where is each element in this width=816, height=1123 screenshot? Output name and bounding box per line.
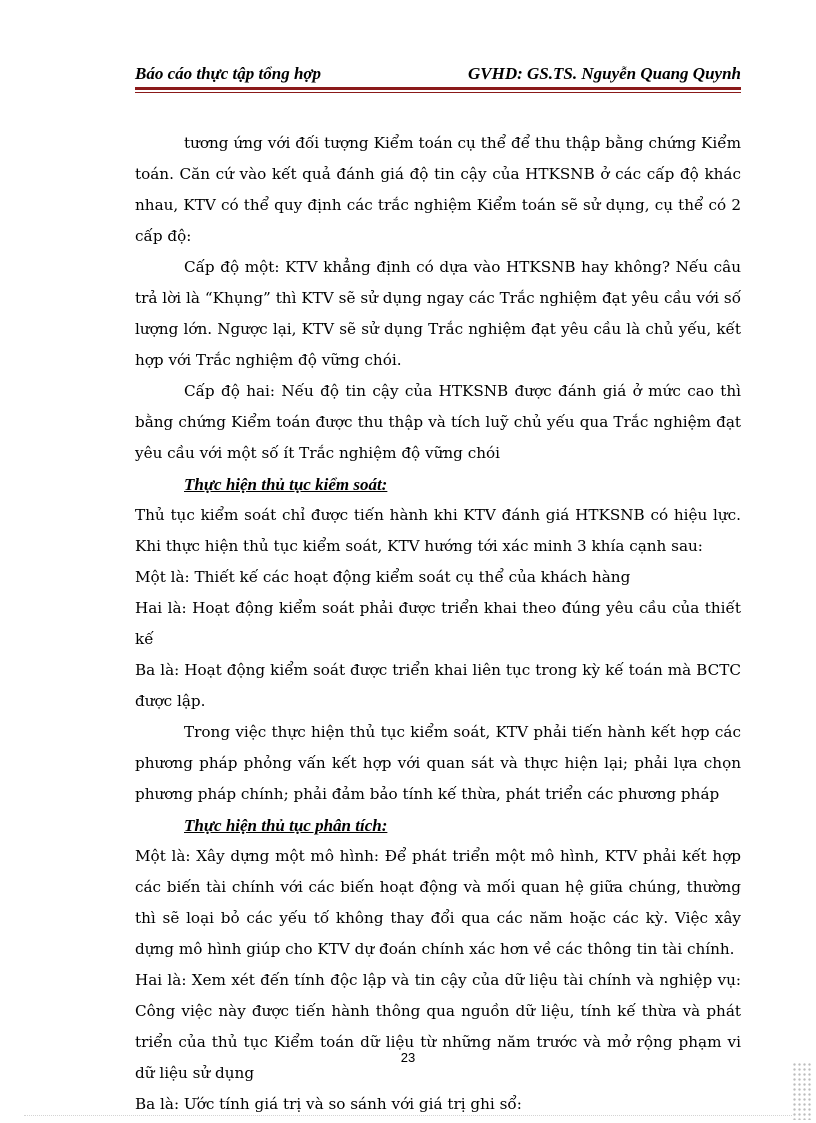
section-heading: Thực hiện thủ tục phân tích: (184, 816, 388, 835)
header-rule-thin (135, 92, 741, 93)
paragraph: Thủ tục kiểm soát chỉ được tiến hành khi KTV đánh giá HTKSNB có hiệu lực. Khi thực hiện thủ tục kiểm soát, KTV hướng tới xác minh 3 khía cạnh sau: (135, 506, 741, 555)
document-body (135, 128, 741, 1120)
paragraph: Trong việc thực hiện thủ tục kiểm soát, KTV phải tiến hành kết hợp các phương pháp phỏng vấn kết hợp với quan sát và thực hiện lại; phải lựa chọn phương pháp chính; phải đảm bảo tính kế thừa, phát triển các phương pháp (135, 723, 741, 803)
paragraph: Hai là: Xem xét đến tính độc lập và tin cậy của dữ liệu tài chính và nghiệp vụ: Công việc này được tiến hành thông qua nguồn dữ liệu, tính kế thừa và phát triển của thủ tục Kiểm toán dữ liệu từ những năm trước và mở rộng phạm vi dữ liệu sử dụng (135, 971, 741, 1082)
section-heading: Thực hiện thủ tục kiểm soát: (184, 475, 388, 494)
header-supervisor: GVHD: GS.TS. Nguyễn Quang Quynh (468, 64, 741, 83)
page-number: 23 (400, 1050, 416, 1065)
paragraph: Một là: Thiết kế các hoạt động kiểm soát cụ thể của khách hàng (135, 568, 631, 586)
paragraph: Ba là: Hoạt động kiểm soát được triển khai liên tục trong kỳ kế toán mà BCTC được lập. (135, 661, 741, 710)
paragraph: Cấp độ một: KTV khẳng định có dựa vào HTKSNB hay không? Nếu câu trả lời là “Khụng” thì KTV sẽ sử dụng ngay các Trắc nghiệm đạt yêu cầu với số lượng lớn. Ngược lại, KTV sẽ sử dụng Trắc nghiệm đạt yêu cầu là chủ yếu, kết hợp với Trắc nghiệm độ vững chói. (135, 258, 741, 369)
header-report-title: Báo cáo thực tập tổng hợp (135, 64, 322, 83)
page-corner-decoration (792, 1062, 812, 1120)
paragraph: Một là: Xây dựng một mô hình: Để phát triển một mô hình, KTV phải kết hợp các biến tài chính với các biến hoạt động và mối quan hệ giữa chúng, thường thì sẽ loại bỏ các yếu tố không thay đổi qua các năm hoặc các kỳ. Việc xây dựng mô hình giúp cho KTV dự đoán chính xác hơn về các thông tin tài chính. (135, 847, 741, 958)
paragraph: Hai là: Hoạt động kiểm soát phải được triển khai theo đúng yêu cầu của thiết kế (135, 599, 741, 648)
paragraph: Cấp độ hai: Nếu độ tin cậy của HTKSNB được đánh giá ở mức cao thì bằng chứng Kiểm toán được thu thập và tích luỹ chủ yếu qua Trắc nghiệm đạt yêu cầu với một số ít Trắc nghiệm độ vững chói (135, 382, 741, 462)
page-header (135, 62, 741, 86)
page-edge-line (24, 1115, 792, 1116)
paragraph: tương ứng với đối tượng Kiểm toán cụ thể để thu thập bằng chứng Kiểm toán. Căn cứ vào kết quả đánh giá độ tin cậy của HTKSNB ở các cấp độ khác nhau, KTV có thể quy định các trắc nghiệm Kiểm toán sẽ sử dụng, cụ thể có 2 cấp độ: (135, 134, 741, 245)
header-rule-thick (135, 87, 741, 90)
paragraph: Ba là: Ước tính giá trị và so sánh với giá trị ghi sổ: (135, 1095, 522, 1113)
